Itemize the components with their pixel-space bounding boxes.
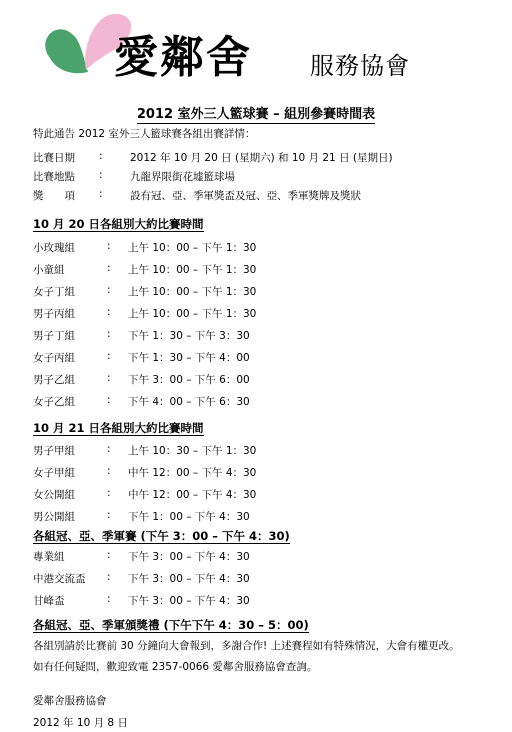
logo-sub-text: 服務協會 <box>310 52 410 80</box>
oct20-heading: 10 月 20 日各組別大約比賽時間 <box>33 217 204 231</box>
oct21-heading: 10 月 21 日各組別大約比賽時間 <box>33 421 204 435</box>
logo-main-text: 愛鄰舍 <box>114 32 252 83</box>
note-reporting: 各組別請於比賽前 30 分鐘向大會報到，多謝合作! 上述賽程如有特殊情況，大會有權更改。 <box>33 640 460 652</box>
logo <box>42 6 502 98</box>
document-title: 2012 室外三人籃球賽 – 組別參賽時間表 <box>136 107 376 122</box>
issue-date: 2012 年 10 月 8 日 <box>33 717 128 729</box>
ceremony-heading: 各組冠、亞、季軍頒獎禮 (下午下午 4：30 – 5：00) <box>33 618 309 632</box>
finals-heading: 各組冠、亞、季軍賽 (下午 3：00 – 下午 4：30) <box>33 529 290 543</box>
intro-text: 特此通告 2012 室外三人籃球賽各組出賽詳情： <box>33 128 256 140</box>
note-enquiry: 如有任何疑問，歡迎致電 2357-0066 愛鄰舍服務協會查詢。 <box>33 661 318 673</box>
signature: 愛鄰舍服務協會 <box>33 695 107 707</box>
